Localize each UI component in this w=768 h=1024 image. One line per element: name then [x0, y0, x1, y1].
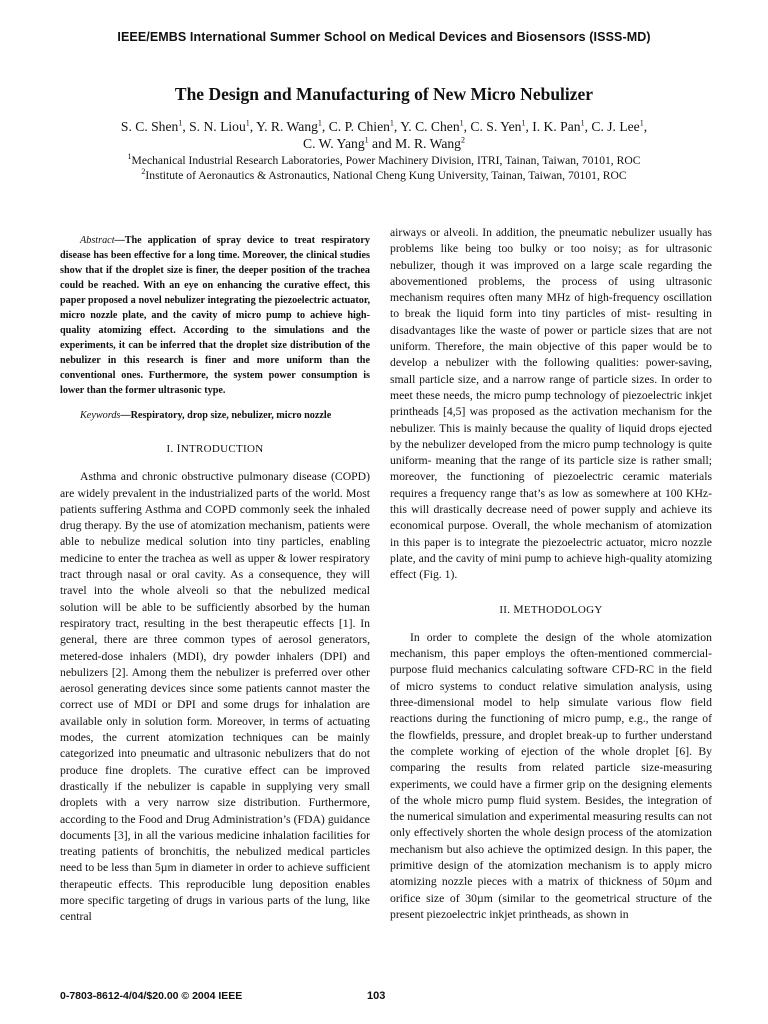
section-number: II. — [499, 603, 514, 616]
author-name: C. J. Lee — [591, 119, 640, 134]
author-name: M. R. Wang — [395, 136, 461, 151]
right-column — [390, 225, 712, 923]
affil-sup: 1 — [127, 152, 132, 162]
affiliations — [40, 153, 728, 183]
author-name: Y. R. Wang — [256, 119, 318, 134]
author-list — [60, 118, 708, 152]
affil-sup: 2 — [141, 167, 146, 177]
abstract — [60, 233, 370, 398]
keywords-text: —Respiratory, drop size, nebulizer, micro nozzle — [120, 410, 332, 421]
author-affil-sup: 2 — [460, 135, 465, 145]
author-line-1: S. C. Shen$^1$, S. N. Liou$^1$, Y. R. Wang$^1$, C. P. Chien$^1$, Y. C. Chen$^1$, C. S. Yen$^1$, I. K. Pan$^1$, C. J. Lee$^1$, — [120, 118, 648, 134]
author-name: C. P. Chien — [328, 119, 390, 134]
author-affil-sup: 1 — [178, 118, 183, 128]
section-heading-methodology — [390, 602, 712, 618]
abstract-label: Abstract — [80, 235, 115, 246]
author-affil-sup: 1 — [639, 118, 644, 128]
left-column — [60, 233, 370, 926]
author-line-2 — [60, 135, 708, 152]
author-name: C. W. Yang — [303, 136, 365, 151]
section-rest: ETHODOLOGY — [523, 603, 603, 616]
keywords — [60, 408, 370, 423]
author-affil-sup: 1 — [364, 135, 369, 145]
author-name: S. N. Liou — [189, 119, 246, 134]
section-rest: NTRODUCTION — [180, 443, 264, 455]
keywords-label: Keywords — [80, 410, 121, 421]
section-initial: M — [513, 603, 524, 616]
author-affil-sup: 1 — [245, 118, 250, 128]
author-affil-sup: 1 — [459, 118, 464, 128]
affil-text: Mechanical Industrial Research Laboratories, Power Machinery Division, ITRI, Tainan, Taiwan, 70101, ROC — [131, 154, 641, 167]
author-affil-sup: 1 — [317, 118, 322, 128]
conference-header: IEEE/EMBS International Summer School on Medical Devices and Biosensors (ISSS-MD) — [117, 30, 651, 44]
author-and: and — [372, 136, 392, 151]
affiliation-1 — [40, 153, 728, 168]
affil-text: Institute of Aeronautics & Astronautics, National Cheng Kung University, Tainan, Taiwan, 70101, ROC — [145, 169, 627, 182]
copyright-footer: 0-7803-8612-4/04/$20.00 © 2004 IEEE — [60, 990, 243, 1002]
affiliation-2 — [40, 168, 728, 183]
author-name: S. C. Shen — [120, 119, 179, 134]
section-number: I. — [166, 443, 177, 455]
author-affil-sup: 1 — [580, 118, 585, 128]
intro-paragraph: Asthma and chronic obstructive pulmonary disease (COPD) are widely prevalent in the industrialized parts of the world. Most patients suffering Asthma and COPD commonly seek the inhaled drug therapy. By the use of atomization mechanism, patients were able to nebulize medical solution into tiny particles, enabling medicine to enter the trachea as well as upper & lower respiratory tract through nasal or oral cavity. As a consequence, they will travel into the whole alveoli so that the nebulized medical solution will be able to be sufficiently absorbed by the human respiratory tract, resulting in the best therapeutic effects [1]. In general, there are three common types of aerosol generators, metered-dose inhalers (MDI), dry powder inhalers (DPI) and nebulizers [2]. Among them the nebulizer is preferred over other aerosol generating devices since some patients cannot master the correct use of MDI or DPI and some drugs for inhalation are available only in solution form. Moreover, in terms of actuating modes, the current atomization techniques can be mainly categorized into pneumatic and ultrasonic nebulizers that do not produce fine droplets. The curative effect can be improved drastically if the nebulizer is capable in supplying very small droplets with a very narrow size distribution. Furthermore, according to the Food and Drug Administration’s (FDA) guidance documents [3], in all the various medicine inhalation facilities for treating patients of bronchitis, the nebulized medical particles need to be less than 5µm in diameter in order to achieve sufficient therapeutic effects. This reproducible lung deposition enables more specific targeting of drugs in various parts of the lung, like central — [60, 470, 370, 924]
page-number: 103 — [367, 990, 386, 1002]
author-name: Y. C. Chen — [400, 119, 460, 134]
abstract-text: —The application of spray device to treat respiratory disease has been effective for a long time. Moreover, the clinical studies show that if the droplet size is finer, the deeper position of the trachea could be reached. With an eye on enhancing the curative effect, this paper proposed a novel nebulizer integrating the piezoelectric actuator, micro nozzle plate, and the cavity of micro pump to achieve high-quality atomizing effect. According to the simulations and the experiments, it can be inferred that the droplet size distribution of the nebulizer in this research is finer and more uniform than the conventional ones. Furthermore, the system power consumption is lower than the former ultrasonic type. — [60, 235, 370, 396]
author-affil-sup: 1 — [521, 118, 526, 128]
paper-title: The Design and Manufacturing of New Micro Nebulizer — [174, 84, 594, 104]
section-initial: I — [176, 443, 181, 455]
author-name: I. K. Pan — [532, 119, 581, 134]
section-heading-introduction — [60, 441, 370, 457]
intro-paragraph-continued: airways or alveoli. In addition, the pneumatic nebulizer usually has problems like being too bulky or too noisy; as for ultrasonic nebulizer, though it was improved on a large scale regarding the abovementioned problems, the process of using ultrasonic mechanism requires often many MHz of high-frequency oscillation to break the liquid form into tiny particles of mist- resulting in disadvantages like the waste of power or particle sizes that are not uniform. Therefore, the main objective of this paper would be to develop a nebulizer with the following qualities: power-saving, small particle size, and a narrow range of particle sizes. In order to meet these needs, the micro pump technology of piezoelectric inkjet printheads [4,5] was proposed as the activation mechanism for the nebulizer. This is mainly because the quality of liquid drops ejected by the nebulizer developed from the micro pump technology is quite uniform- meaning that the range of its particle size is rather small; moreover, the functioning of piezoelectric ceramic materials requires a frequency range that’s as low as somewhere at 100 KHz- this will drastically decrease need of power supply and achieve its economical purpose. Overall, the whole mechanism of atomization in this paper is to integrate the piezoelectric actuator, micro nozzle plate, and the cavity of mini pump to achieve high-quality atomizing effect (Fig. 1). — [390, 226, 712, 582]
author-affil-sup: 1 — [389, 118, 394, 128]
author-name: C. S. Yen — [470, 119, 522, 134]
methodology-paragraph: In order to complete the design of the whole atomization mechanism, this paper employs the often-mentioned commercial-purpose fluid mechanics calculating software CFD-RC in the field of micro systems to conduct relative simulation analysis, using three-dimensional model to help simulate various flow field reactions during the functioning of micro pump, e.g., the range of the flowfields, pressure, and droplet break-up to further understand the complete working of ejection of the whole droplet [6]. By comparing the results from related particle size-measuring experiments, we could have a firmer grip on the designing elements of the whole micro pump fluid system. Besides, the integration of the numerical simulation and experimental measuring results can not only effectively shorten the whole design process of the atomization mechanism but also achieve the optimized design. In this paper, the primitive design of the atomization mechanism is to apply micro atomizing nozzle pieces with a matrix of thickness of 50µm and orifice size of 30µm (similar to the geometrical structure of the present piezoelectric inkjet printheads, as shown in — [390, 630, 712, 921]
